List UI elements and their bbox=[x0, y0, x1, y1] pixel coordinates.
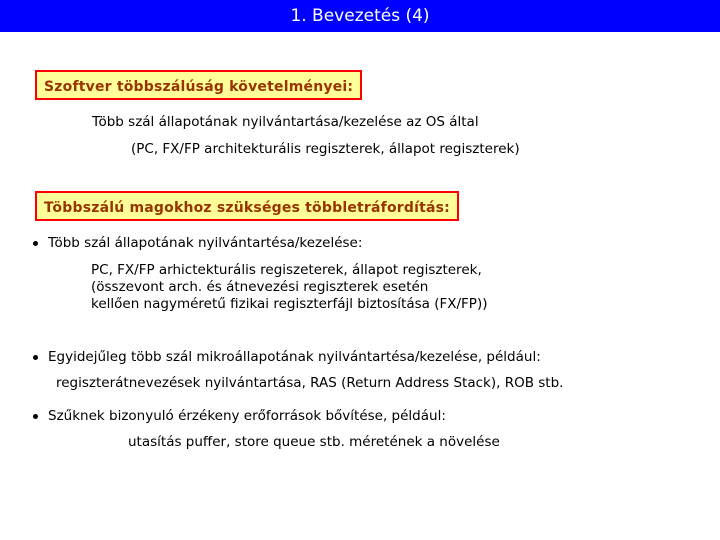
bullet-text-resources: Szűknek bizonyuló érzékeny erőforrások bővítése, például: bbox=[48, 408, 446, 424]
requirement-line: Több szál állapotának nyilvántartása/kezelése az OS által bbox=[92, 114, 479, 130]
detail-line: PC, FX/FP arhictekturális regiszeterek, állapot regiszterek, bbox=[91, 262, 482, 278]
detail-line: utasítás puffer, store queue stb. méretének a növelése bbox=[128, 434, 500, 450]
section-heading-software-requirements: Szoftver többszálúság követelményei: bbox=[35, 70, 362, 100]
detail-line: regiszterátnevezések nyilvántartása, RAS (Return Address Stack), ROB stb. bbox=[56, 375, 564, 391]
detail-line: (összevont arch. és átnevezési regiszterek esetén bbox=[91, 279, 429, 295]
section-heading-overhead: Többszálú magokhoz szükséges többletráfordítás: bbox=[35, 191, 459, 221]
bullet-icon bbox=[33, 241, 38, 246]
slide-title: 1. Bevezetés (4) bbox=[0, 0, 720, 32]
detail-line: kellően nagyméretű fizikai regiszterfájl biztosítása (FX/FP)) bbox=[91, 296, 488, 312]
bullet-icon bbox=[33, 355, 38, 360]
requirement-detail: (PC, FX/FP architekturális regiszterek, állapot regiszterek) bbox=[131, 141, 520, 157]
bullet-text-thread-state: Több szál állapotának nyilvántartésa/kezelése: bbox=[48, 235, 363, 251]
bullet-text-microstate: Egyidejűleg több szál mikroállapotának nyilvántartésa/kezelése, például: bbox=[48, 349, 541, 365]
bullet-icon bbox=[33, 414, 38, 419]
